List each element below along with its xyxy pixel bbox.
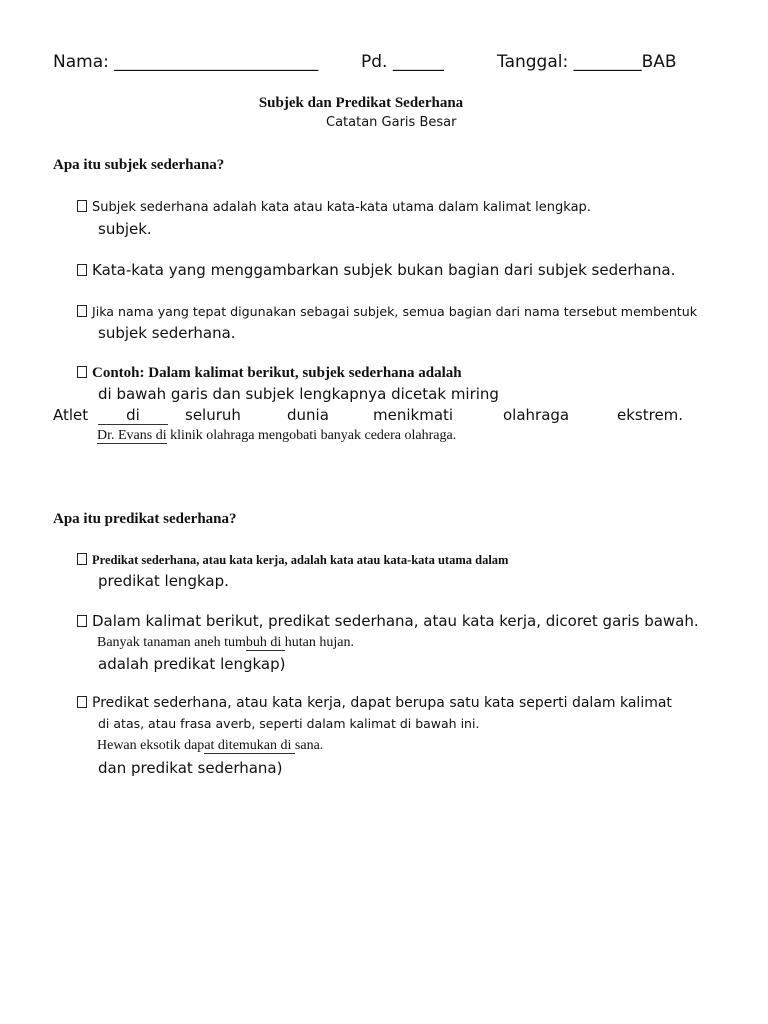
checkbox-icon — [77, 200, 87, 212]
predicate-bullet-3-text: Predikat sederhana, atau kata kerja, dapat berupa satu kata seperti dalam kalimat — [92, 695, 672, 711]
subject-bullet-1 — [77, 200, 591, 215]
predicate-example-2 — [97, 738, 323, 754]
example-word: ekstrem. — [617, 406, 684, 424]
example-rest: klinik olahraga mengobati banyak cedera olahraga. — [166, 428, 457, 443]
subject-bullet-3-cont: subjek sederhana. — [98, 324, 236, 342]
example-text: Hewan eksotik dap — [97, 738, 205, 753]
subject-bullet-4-text: Contoh: Dalam kalimat berikut, subjek sederhana adalah — [92, 365, 462, 381]
example-subject-underlined: Dr. Evans di — [97, 428, 167, 443]
predicate-example-1 — [97, 635, 354, 651]
subject-bullet-1-text: Subjek sederhana adalah kata atau kata-kata utama dalam kalimat lengkap. — [92, 200, 591, 215]
example-text: sana. — [294, 738, 324, 753]
predicate-bullet-1 — [77, 553, 508, 568]
example-verb-underlined: at ditemukan di — [204, 738, 295, 753]
subject-bullet-3 — [77, 304, 697, 319]
example-verb-underlined: buh di — [245, 635, 285, 650]
example-word-underlined: di — [98, 406, 168, 425]
predicate-bullet-2-text: Dalam kalimat berikut, predikat sederhana, atau kata kerja, dicoret garis bawah. — [92, 612, 699, 630]
period-field-label: Pd. ______ — [361, 52, 444, 72]
predicate-bullet-2 — [77, 612, 699, 630]
date-field-label: Tanggal: ________BAB — [497, 52, 677, 72]
checkbox-icon — [77, 696, 87, 708]
example-text: hutan hujan. — [284, 635, 355, 650]
checkbox-icon — [77, 264, 87, 276]
example-sentence-2 — [97, 428, 456, 444]
checkbox-icon — [77, 305, 87, 317]
subject-bullet-4-cont: di bawah garis dan subjek lengkapnya dicetak miring — [98, 385, 499, 403]
predicate-bullet-1-text: Predikat sederhana, atau kata kerja, adalah kata atau kata-kata utama dalam — [92, 553, 509, 567]
predicate-bullet-3-cont: di atas, atau frasa averb, seperti dalam kalimat di bawah ini. — [98, 716, 480, 731]
predicate-bullet-3-cont2: dan predikat sederhana) — [98, 759, 283, 777]
subject-bullet-1-cont: subjek. — [98, 220, 152, 238]
example-word: seluruh — [185, 406, 241, 424]
page-title: Subjek dan Predikat Sederhana — [258, 95, 464, 111]
predicate-bullet-3 — [77, 695, 672, 711]
subject-bullet-2 — [77, 261, 675, 279]
subject-bullet-3-text: Jika nama yang tepat digunakan sebagai subjek, semua bagian dari nama tersebut membentuk — [92, 304, 698, 319]
example-word: olahraga — [503, 406, 570, 424]
example-word: dunia — [287, 406, 329, 424]
subject-bullet-4 — [77, 365, 462, 382]
page-subtitle: Catatan Garis Besar — [326, 115, 457, 130]
subject-bullet-2-text: Kata-kata yang menggambarkan subjek bukan bagian dari subjek sederhana. — [92, 261, 676, 279]
predicate-bullet-2-cont: adalah predikat lengkap) — [98, 655, 286, 673]
predicate-bullet-1-cont: predikat lengkap. — [98, 572, 229, 590]
example-word: menikmati — [373, 406, 454, 424]
section-heading-predicate: Apa itu predikat sederhana? — [53, 511, 237, 527]
example-word: Atlet — [53, 406, 89, 424]
section-heading-subject: Apa itu subjek sederhana? — [53, 157, 225, 173]
checkbox-icon — [77, 553, 87, 565]
name-field-label: Nama: ________________________ — [53, 52, 319, 72]
example-text: Banyak tanaman aneh tum — [97, 635, 246, 650]
checkbox-icon — [77, 615, 87, 627]
checkbox-icon — [77, 366, 87, 378]
